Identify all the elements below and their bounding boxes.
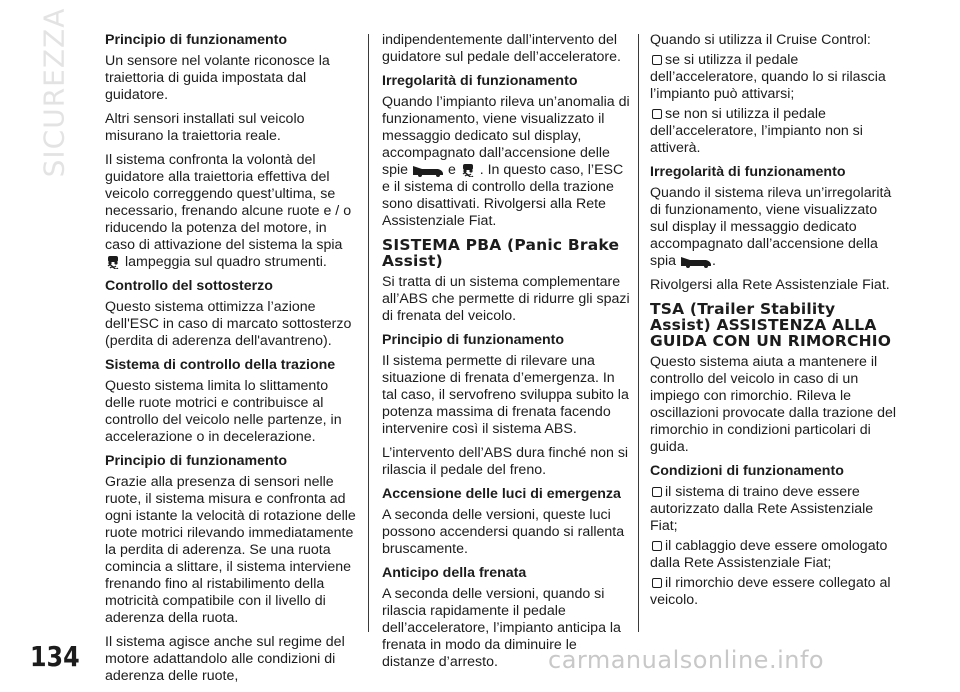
column-divider: [638, 34, 639, 632]
paragraph: Il sistema permette di rilevare una situazione di frenata d’emergenza. In tal caso, il servofreno sviluppa subito la potenza massima di frenata facendo intervenire così il sistema ABS.: [382, 353, 629, 437]
list-item-text: il rimorchio deve essere collegato al veicolo.: [650, 575, 891, 608]
subheading: Anticipo della frenata: [382, 565, 527, 581]
paragraph: Questo sistema ottimizza l’azione dell'ESC in caso di marcato sottosterzo (perdita di aderenza dell'avantreno).: [105, 299, 352, 349]
section-heading: TSA (Trailer Stability Assist) ASSISTENZA ALLA GUIDA CON UN RIMORCHIO: [650, 300, 892, 350]
paragraph: A seconda delle versioni, quando si rilascia rapidamente il pedale dell’acceleratore, l’impianto anticipa la frenata in modo da diminuire le distanze d’arresto.: [382, 586, 621, 670]
paragraph: [650, 185, 898, 270]
paragraph: Il sistema agisce anche sul regime del motore adattandolo alle condizioni di aderenza delle ruote,: [105, 634, 345, 684]
subheading: Condizioni di funzionamento: [650, 463, 844, 479]
list-item-text: se non si utilizza il pedale dell’acceleratore, l’impianto non si attiverà.: [650, 106, 863, 156]
paragraph-text: .: [711, 253, 716, 269]
bullet-icon: [652, 487, 662, 497]
list-item: [650, 484, 898, 535]
list-item-text: il cablaggio deve essere omologato dalla Rete Assistenziale Fiat;: [650, 538, 888, 571]
paragraph: indipendentemente dall’intervento del guidatore sul pedale dell’acceleratore.: [382, 32, 621, 65]
paragraph: L’intervento dell’ABS dura finché non si rilascia il pedale del freno.: [382, 445, 629, 478]
esc-skid-car-icon: [460, 163, 476, 177]
paragraph-text: e: [447, 162, 456, 178]
paragraph: Rivolgersi alla Rete Assistenziale Fiat.: [650, 277, 890, 293]
paragraph: Questo sistema aiuta a mantenere il controllo del veicolo in caso di un impiego con rimorchio. Rileva le oscillazioni provocate dalla trazione del rimorchio in condizioni particolari di guida.: [650, 354, 897, 455]
paragraph: Altri sensori installati sul veicolo misurano la traiettoria reale.: [105, 111, 305, 144]
list-item: [650, 106, 898, 157]
paragraph: Si tratta di un sistema complementare all’ABS che permette di ridurre gli spazi di frenata del veicolo.: [382, 274, 630, 324]
esc-off-car-icon: [680, 254, 712, 268]
column-divider: [368, 34, 369, 632]
paragraph: [105, 152, 357, 271]
subheading: Principio di funzionamento: [382, 332, 565, 348]
esc-off-car-icon: [412, 163, 444, 177]
bullet-icon: [652, 541, 662, 551]
subheading: Accensione delle luci di emergenza: [382, 486, 621, 502]
paragraph-text: Quando l’impianto rileva un’anomalia di funzionamento, viene visualizzato il messaggio dedicato sul display, accompagnato dall’accensione delle spie: [382, 94, 630, 178]
paragraph: [382, 94, 632, 230]
subheading: Sistema di controllo della trazione: [105, 357, 336, 373]
paragraph: Grazie alla presenza di sensori nelle ruote, il sistema misura e confronta ad ogni istante la velocità di rotazione delle ruote motrici rilevando immediatamente la perdita di aderenza. Se una ruota comincia a slittare, il sistema interviene frenando fino al ristabilimento della motricità compatibile con il livello di aderenza della ruota.: [105, 474, 356, 626]
list-item: [650, 538, 898, 572]
esc-skid-car-icon: [105, 255, 121, 269]
paragraph: Questo sistema limita lo slittamento delle ruote motrici e contribuisce al controllo del veicolo nelle partenze, in accelerazione o in decelerazione.: [105, 378, 342, 445]
list-item: [650, 575, 898, 609]
list-item-text: il sistema di traino deve essere autorizzato dalla Rete Assistenziale Fiat;: [650, 484, 874, 534]
subheading: Principio di funzionamento: [105, 453, 288, 469]
paragraph-text: Il sistema confronta la volontà del guidatore alla traiettoria effettiva del veicolo correggendo quest’ultima, se necessario, frenando alcune ruote e / o riducendo la potenza del motore, in caso di attivazione del sistema la spia: [105, 152, 352, 253]
paragraph: Un sensore nel volante riconosce la traiettoria di guida impostata dal guidatore.: [105, 53, 330, 103]
paragraph: A seconda delle versioni, queste luci possono accendersi quando si rallenta bruscamente.: [382, 507, 625, 557]
subheading: Irregolarità di funzionamento: [382, 73, 578, 89]
subheading: Irregolarità di funzionamento: [650, 164, 846, 180]
bullet-icon: [652, 578, 662, 588]
bullet-icon: [652, 55, 662, 65]
paragraph-text: Quando il sistema rileva un’irregolarità di funzionamento, viene visualizzato sul display il messaggio dedicato accompagnato dall’accensione della spia: [650, 185, 892, 269]
paragraph-text: lampeggia sul quadro strumenti.: [124, 254, 327, 270]
text-column-3: [650, 32, 898, 612]
paragraph-text: . In questo caso, l’ESC e il sistema di controllo della trazione sono disattivati. Rivolgersi alla Rete Assistenziale Fiat.: [382, 162, 624, 229]
page-number: 134: [30, 640, 80, 673]
list-item: [650, 52, 898, 103]
list-item-text: se si utilizza il pedale dell’acceleratore, quando lo si rilascia l’impianto può attivarsi;: [650, 52, 886, 102]
section-side-label-text: SICUREZZA: [37, 7, 71, 178]
bullet-icon: [652, 109, 662, 119]
text-column-2: [382, 32, 632, 678]
paragraph: Quando si utilizza il Cruise Control:: [650, 32, 871, 48]
section-side-label: [34, 7, 74, 178]
section-heading: SISTEMA PBA (Panic Brake Assist): [382, 236, 620, 270]
text-column-1: [105, 32, 357, 692]
subheading: Principio di funzionamento: [105, 32, 288, 48]
subheading: Controllo del sottosterzo: [105, 278, 273, 294]
watermark: carmanualsonline.info: [548, 646, 825, 674]
